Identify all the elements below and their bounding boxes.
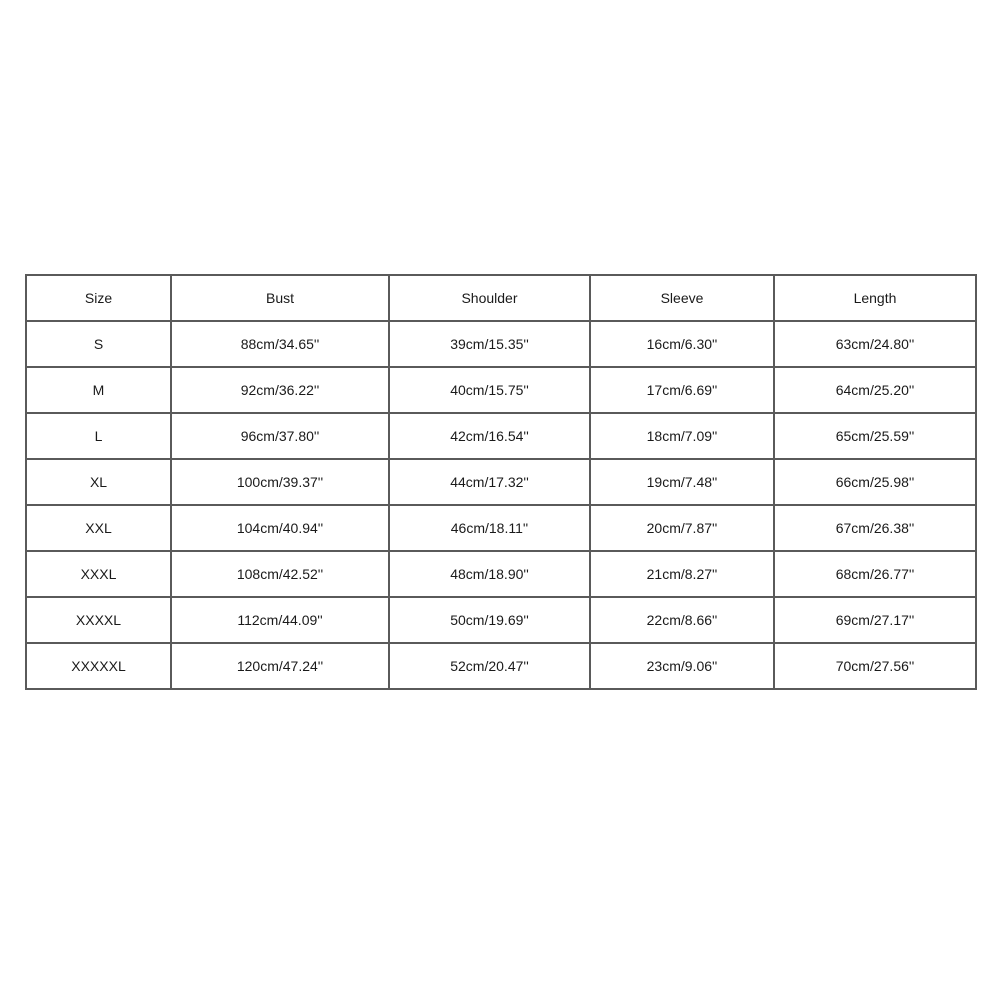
cell-sleeve: 17cm/6.69'': [590, 367, 774, 413]
cell-sleeve: 20cm/7.87'': [590, 505, 774, 551]
header-sleeve: Sleeve: [590, 275, 774, 321]
cell-sleeve: 21cm/8.27'': [590, 551, 774, 597]
cell-bust: 100cm/39.37'': [171, 459, 389, 505]
cell-shoulder: 46cm/18.11'': [389, 505, 590, 551]
cell-length: 68cm/26.77'': [774, 551, 976, 597]
table-row: [26, 459, 976, 505]
cell-length: 65cm/25.59'': [774, 413, 976, 459]
cell-sleeve: 19cm/7.48'': [590, 459, 774, 505]
header-bust: Bust: [171, 275, 389, 321]
cell-size: M: [26, 367, 171, 413]
cell-size: XXXXXL: [26, 643, 171, 689]
cell-shoulder: 52cm/20.47'': [389, 643, 590, 689]
cell-length: 63cm/24.80'': [774, 321, 976, 367]
cell-size: XXXL: [26, 551, 171, 597]
table-row: [26, 597, 976, 643]
cell-bust: 88cm/34.65'': [171, 321, 389, 367]
header-size: Size: [26, 275, 171, 321]
table-row: [26, 643, 976, 689]
table-row: [26, 321, 976, 367]
cell-length: 66cm/25.98'': [774, 459, 976, 505]
cell-sleeve: 16cm/6.30'': [590, 321, 774, 367]
cell-shoulder: 40cm/15.75'': [389, 367, 590, 413]
cell-length: 64cm/25.20'': [774, 367, 976, 413]
cell-sleeve: 18cm/7.09'': [590, 413, 774, 459]
cell-size: XXXXL: [26, 597, 171, 643]
cell-sleeve: 23cm/9.06'': [590, 643, 774, 689]
header-length: Length: [774, 275, 976, 321]
cell-bust: 104cm/40.94'': [171, 505, 389, 551]
cell-length: 70cm/27.56'': [774, 643, 976, 689]
cell-shoulder: 44cm/17.32'': [389, 459, 590, 505]
cell-bust: 92cm/36.22'': [171, 367, 389, 413]
cell-shoulder: 42cm/16.54'': [389, 413, 590, 459]
table-row: [26, 367, 976, 413]
header-shoulder: Shoulder: [389, 275, 590, 321]
cell-shoulder: 48cm/18.90'': [389, 551, 590, 597]
cell-bust: 120cm/47.24'': [171, 643, 389, 689]
table-row: [26, 413, 976, 459]
cell-shoulder: 39cm/15.35'': [389, 321, 590, 367]
cell-bust: 96cm/37.80'': [171, 413, 389, 459]
cell-shoulder: 50cm/19.69'': [389, 597, 590, 643]
table-row: [26, 551, 976, 597]
cell-size: XL: [26, 459, 171, 505]
cell-length: 69cm/27.17'': [774, 597, 976, 643]
cell-bust: 108cm/42.52'': [171, 551, 389, 597]
cell-size: L: [26, 413, 171, 459]
table-row: [26, 505, 976, 551]
cell-size: XXL: [26, 505, 171, 551]
size-chart-table: [25, 274, 977, 690]
cell-length: 67cm/26.38'': [774, 505, 976, 551]
cell-bust: 112cm/44.09'': [171, 597, 389, 643]
table-header-row: [26, 275, 976, 321]
cell-size: S: [26, 321, 171, 367]
cell-sleeve: 22cm/8.66'': [590, 597, 774, 643]
